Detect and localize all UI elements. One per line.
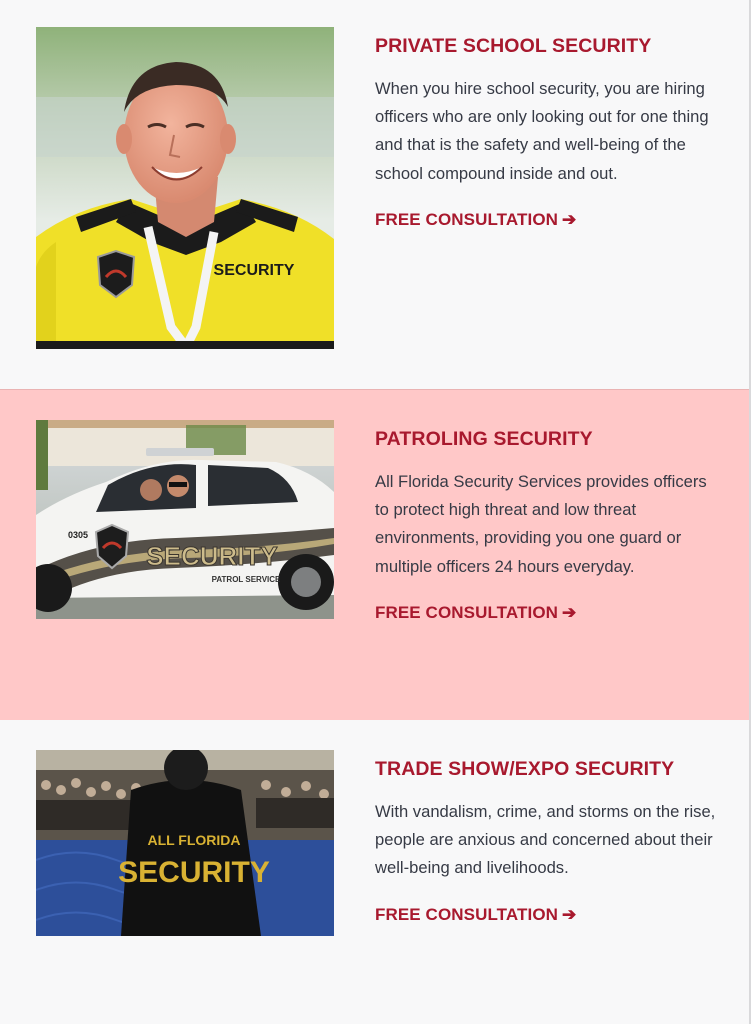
service-description: With vandalism, crime, and storms on the rise, people are anxious and concerned about their well-being and livelihoods.: [375, 802, 716, 878]
free-consultation-link[interactable]: [375, 210, 720, 230]
car-number: 0305: [68, 530, 89, 540]
arrow-right-icon: ➔: [562, 904, 577, 924]
car-text: SECURITY: [146, 541, 278, 571]
free-consultation-link[interactable]: [375, 905, 720, 925]
service-title: PATROLING SECURITY: [375, 428, 593, 450]
jacket-line1: ALL FLORIDA: [147, 832, 241, 848]
service-text-block: [375, 34, 720, 230]
cta-label: FREE CONSULTATION: [375, 602, 559, 622]
service-patroling: [0, 389, 749, 720]
cta-label: FREE CONSULTATION: [375, 904, 559, 924]
cta-label: FREE CONSULTATION: [375, 209, 559, 229]
expo-guard-photo: [36, 750, 334, 936]
car-subtext: PATROL SERVICE: [211, 575, 281, 584]
jacket-line2: SECURITY: [118, 856, 270, 889]
service-private-school: [0, 0, 749, 389]
service-trade-show: [0, 720, 749, 1024]
patrol-car-photo: [36, 420, 334, 619]
shirt-text: SECURITY: [213, 262, 295, 279]
arrow-right-icon: ➔: [562, 602, 577, 622]
free-consultation-link[interactable]: [375, 603, 720, 623]
service-title: PRIVATE SCHOOL SECURITY: [375, 35, 652, 57]
service-title: TRADE SHOW/EXPO SECURITY: [375, 758, 675, 780]
service-description: When you hire school security, you are hiring officers who are only looking out for one thing and that is the safety and well-being of the school compound inside and out.: [375, 79, 709, 183]
service-text-block: [375, 427, 720, 623]
arrow-right-icon: ➔: [562, 209, 577, 229]
service-description: All Florida Security Services provides officers to protect high threat and low threat environments, providing you one guard or multiple officers 24 hours everyday.: [375, 472, 707, 576]
service-text-block: [375, 757, 720, 925]
guard-photo: [36, 27, 334, 349]
